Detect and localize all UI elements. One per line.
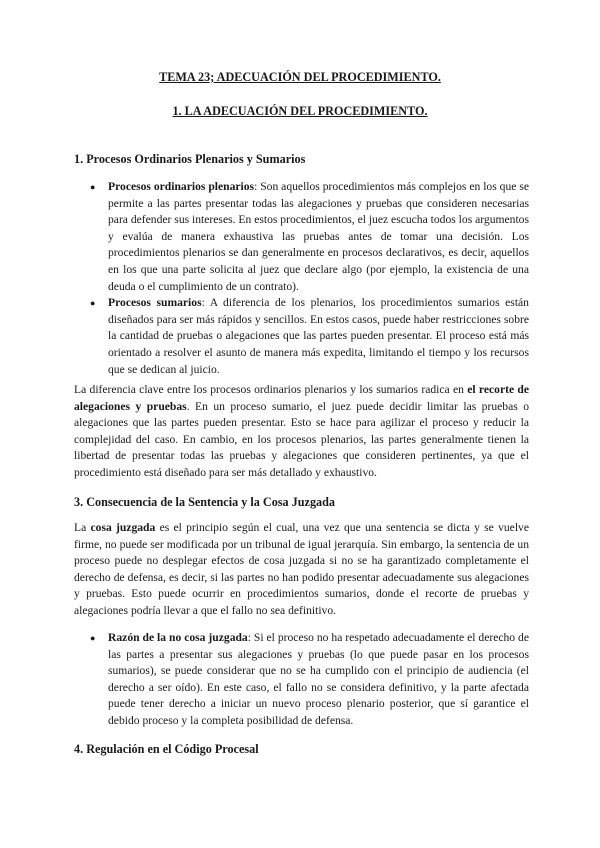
list-item-term: Procesos sumarios [108,296,202,310]
section-4-heading: 4. Regulación en el Código Procesal [74,742,259,756]
section-3-heading: 3. Consecuencia de la Sentencia y la Cosa Juzgada [74,495,336,509]
paragraph-emphasis: cosa juzgada [90,521,156,534]
section-1-heading: 1. Procesos Ordinarios Plenarios y Sumarios [74,152,306,166]
document-subtitle: 1. LA ADECUACIÓN DEL PROCEDIMIENTO. [172,104,428,118]
bullet-icon: ● [90,298,96,309]
document-title: TEMA 23; ADECUACIÓN DEL PROCEDIMIENTO. [159,70,441,84]
paragraph-text: . En un proceso sumario, el juez puede decidir limitar las pruebas o alegaciones que las partes pueden presentar. Esto se hace para agilizar el proceso y reducir la complejidad del caso. En cambio, en los procesos plenarios, las partes generalmente tienen la libertad de presentar todas las pruebas y alegaciones que consideren pertinentes, ya que el procedimiento está diseñado para ser más detallado y exhaustivo. [74,399,529,479]
list-item [90,179,529,295]
paragraph-text: es el principio según el cual, una vez que una sentencia se dicta y se vuelve firme, no puede ser modificada por un tribunal de igual jerarquía. Sin embargo, la sentencia de un proceso puede no desplegar efectos de cosa juzgada si no se ha garantizado completamente el derecho de defensa, es decir, si las partes no han podido presentar adecuadamente sus alegaciones y pruebas. Esto puede ocurrir en procedimientos sumarios, donde el recorte de pruebas y alegaciones podría llevar a que el fallo no sea definitivo. [74,521,529,617]
paragraph-emphasis: el recorte de alegaciones y pruebas [74,383,530,413]
paragraph-text: La diferencia clave entre los procesos ordinarios plenarios y los sumarios radica en [74,383,468,396]
bullet-icon: ● [90,182,96,192]
section-3-list [90,630,529,730]
list-item-text: : Si el proceso no ha respetado adecuadamente el derecho de las partes a presentar sus alegaciones y pruebas (lo que puede pasar en los procesos sumarios), se puede considerar que no se ha cumplido con el principio de audiencia (el derecho a ser oído). En este caso, el fallo no se considera definitivo, y la parte afectada puede tener derecho a iniciar un nuevo proceso plenario posterior, que sí garantice el debido proceso y la completa posibilidad de defensa. [108,631,529,727]
list-item-term: Procesos ordinarios plenarios [108,180,255,193]
bullet-icon: ● [90,633,96,643]
section-1-list [90,179,529,378]
section-3-paragraph [74,520,529,620]
paragraph-text: La [74,521,91,534]
list-item [90,630,529,730]
list-item-text: : Son aquellos procedimientos más complejos en los que se permite a las partes presentar todas las alegaciones y pruebas que consideren necesarias para defender sus intereses. En estos procedimientos, el juez escucha todos los argumentos y evalúa de manera exhaustiva las pruebas antes de tomar una decisión. Los procedimientos plenarios se dan generalmente en procesos declarativos, es decir, aquellos en los que una parte solicita al juez que declare algo (por ejemplo, la existencia de una deuda o el cumplimiento de un contrato). [108,180,529,293]
list-item [90,295,529,378]
list-item-text: : A diferencia de los plenarios, los procedimientos sumarios están diseñados para ser más rápidos y sencillos. En estos casos, puede haber restricciones sobre la cantidad de pruebas o alegaciones que las partes pueden presentar. El proceso está más orientado a resolver el asunto de manera más expedita, limitando el tiempo y los recursos que se dedican al juicio. [108,296,529,376]
section-1-paragraph [74,382,529,482]
list-item-term: Razón de la no cosa juzgada [108,631,248,644]
